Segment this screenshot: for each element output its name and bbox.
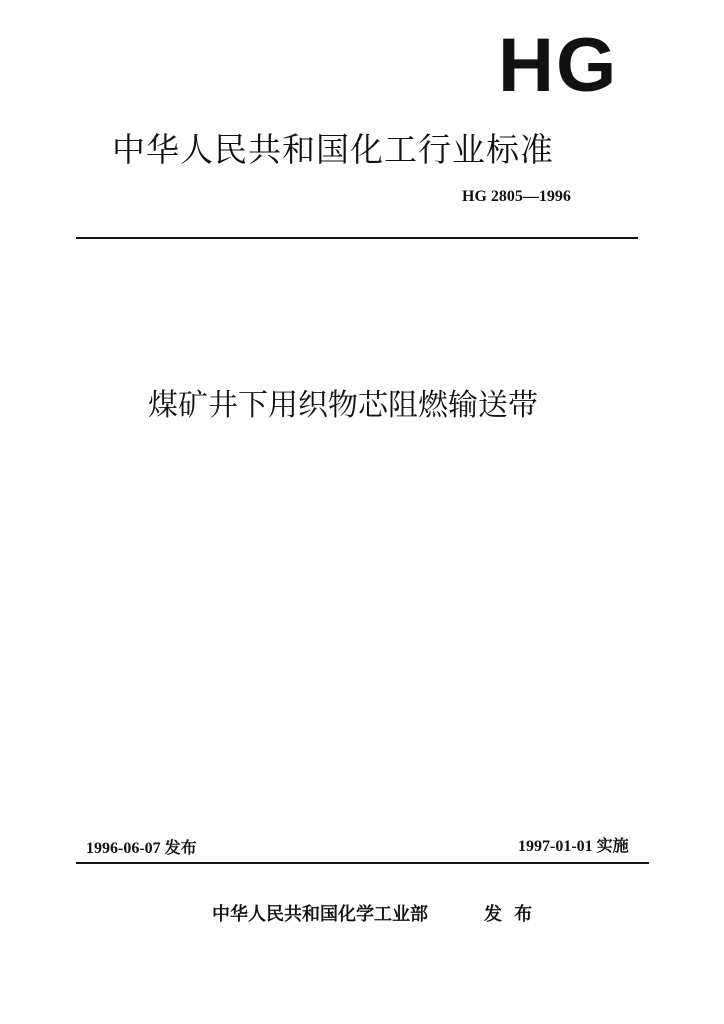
implementation-date: 1997-01-01 实施 [518, 838, 629, 855]
document-title: 煤矿井下用织物芯阻燃输送带 [148, 388, 538, 423]
standard-title: 中华人民共和国化工行业标准 [112, 130, 554, 169]
publisher-name: 中华人民共和国化学工业部 [212, 904, 428, 925]
standard-code: HG 2805—1996 [462, 188, 571, 205]
footer-divider [76, 862, 649, 864]
release-date: 1996-06-07 发布 [86, 840, 197, 857]
hg-logo: HG [498, 23, 619, 108]
publish-label: 发 布 [484, 904, 533, 925]
header-divider [76, 237, 638, 239]
